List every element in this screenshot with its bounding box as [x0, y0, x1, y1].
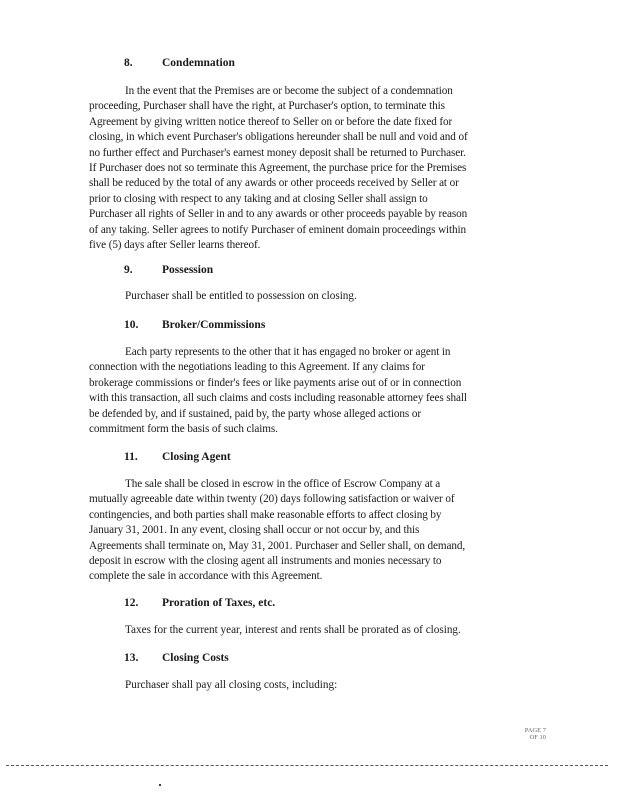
section-number: 13.	[124, 652, 139, 664]
section-heading-proration-of-taxes	[124, 597, 275, 609]
scan-artifact-line	[6, 765, 608, 766]
section-heading-closing-costs	[124, 652, 229, 664]
section-title: Closing Agent	[162, 451, 231, 463]
text-line: brokerage commissions or finder's fees or like payments arise out of or in connection	[89, 376, 462, 389]
section-body-possession: Purchaser shall be entitled to possession on closing.	[125, 290, 357, 302]
section-title: Proration of Taxes, etc.	[162, 597, 276, 609]
text-line: connection with the negotiations leading to this Agreement. If any claims for	[89, 361, 425, 374]
section-heading-broker-commissions	[124, 319, 265, 331]
text-line: no further effect and Purchaser's earnest money deposit shall be returned to Purchaser.	[89, 146, 466, 159]
section-number: 10.	[124, 319, 139, 331]
text-line: five (5) days after Seller learns thereof.	[89, 238, 261, 251]
page-stamp-line: OF 10	[529, 734, 546, 741]
section-body-condemnation	[89, 84, 551, 253]
text-line: shall be reduced by the total of any awards or other proceeds received by Seller at or	[89, 177, 459, 190]
section-title: Condemnation	[162, 57, 235, 69]
section-body-closing-agent	[89, 477, 551, 585]
section-title: Closing Costs	[162, 652, 229, 664]
section-number: 9.	[124, 264, 133, 276]
section-body-broker-commissions	[89, 345, 551, 437]
text-line: If Purchaser does not so terminate this Agreement, the purchase price for the Premises	[89, 161, 467, 174]
text-line: January 31, 2001. In any event, closing shall occur or not occur by, and this	[89, 524, 420, 537]
section-title: Possession	[162, 264, 214, 276]
text-line: deposit in escrow with the closing agent all instruments and monies necessary to	[89, 554, 442, 567]
text-line: closing, in which event Purchaser's obligations hereunder shall be null and void and of	[89, 131, 468, 144]
section-number: 11.	[124, 451, 138, 463]
text-line: commitment form the basis of such claims.	[89, 422, 278, 435]
text-line: be defended by, and if sustained, paid by, the party whose alleged actions or	[89, 407, 421, 420]
section-heading-condemnation	[124, 57, 235, 69]
text-line: complete the sale in accordance with this Agreement.	[89, 570, 323, 583]
text-line: of any taking. Seller agrees to notify Purchaser of eminent domain proceedings within	[89, 223, 467, 236]
page-stamp-line: PAGE 7	[524, 727, 546, 734]
section-heading-closing-agent	[124, 451, 231, 463]
text-line: Purchaser all rights of Seller in and to any awards or other proceeds payable by reason	[89, 208, 468, 221]
text-line: with this transaction, all such claims and costs including reasonable attorney fees shall	[89, 392, 467, 405]
section-body-closing-costs: Purchaser shall pay all closing costs, including:	[125, 679, 338, 691]
text-line: The sale shall be closed in escrow in the office of Escrow Company at a	[125, 478, 441, 490]
text-line: Agreement by giving written notice thereof to Seller on or before the date fixed for	[89, 115, 453, 128]
section-heading-possession	[124, 264, 213, 276]
text-line: prior to closing with respect to any taking and at closing Seller shall assign to	[89, 192, 428, 205]
section-body-proration-of-taxes: Taxes for the current year, interest and rents shall be prorated as of closing.	[125, 624, 461, 636]
section-number: 12.	[124, 597, 139, 609]
scan-artifact-speck	[159, 784, 161, 786]
text-line: mutually agreeable date within twenty (20) days following satisfaction or waiver of	[89, 493, 455, 506]
section-number: 8.	[124, 57, 133, 69]
section-title: Broker/Commissions	[162, 319, 266, 331]
text-line: contingencies, and both parties shall make reasonable efforts to affect closing by	[89, 508, 442, 521]
page-number-stamp	[525, 727, 546, 741]
text-line: Each party represents to the other that it has engaged no broker or agent in	[125, 346, 451, 358]
text-line: In the event that the Premises are or become the subject of a condemnation	[125, 85, 453, 97]
text-line: proceeding, Purchaser shall have the right, at Purchaser's option, to terminate this	[89, 100, 445, 113]
text-line: Agreements shall terminate on, May 31, 2001. Purchaser and Seller shall, on demand,	[89, 539, 466, 552]
